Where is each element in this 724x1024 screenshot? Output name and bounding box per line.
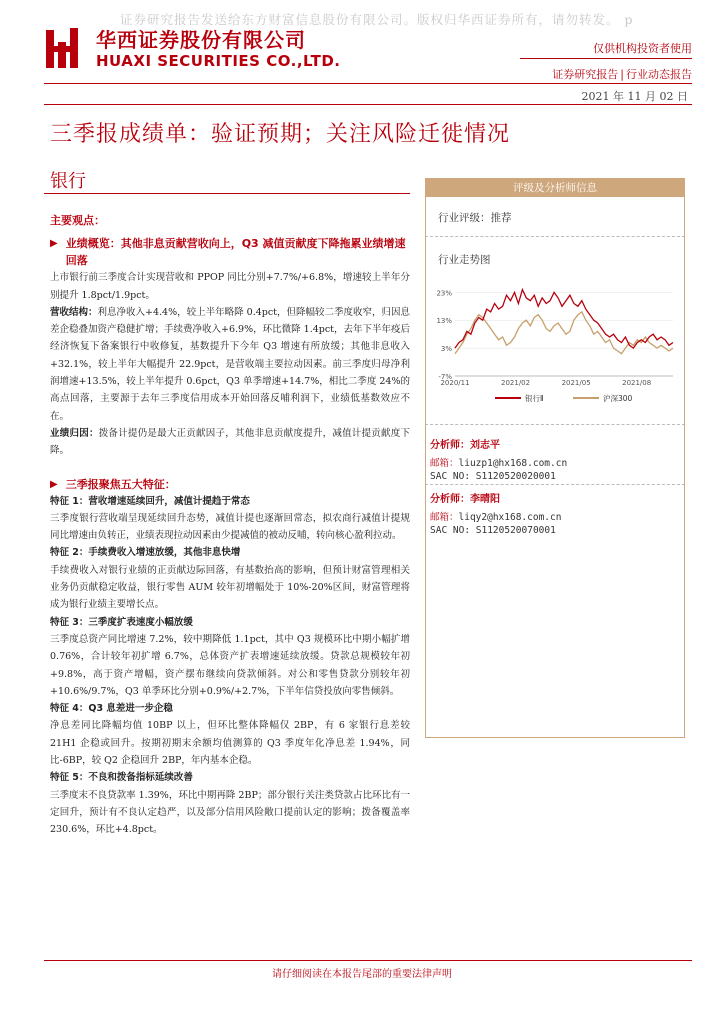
- analyst-name-line: [430, 490, 561, 505]
- watermark-text: 证券研究报告发送给东方财富信息股份有限公司。版权归华西证券所有，请勿转发。 p: [120, 12, 634, 27]
- x-tick-label: 2021/08: [622, 379, 652, 387]
- series-line-bank: [455, 290, 673, 349]
- lead-label: 业绩归因：: [50, 427, 99, 439]
- email-label: 邮箱：: [430, 458, 459, 469]
- feature-1-text: 三季度银行营收端呈现延续回升态势，减值计提也逐渐回常态，拟农商行减值计提规同比增速由负转正，业绩表现拉动因素由少提减值的被动反哺，转向核心盈利拉动。: [50, 512, 410, 542]
- feature-5-heading: 特征 5：不良和拨备指标延续改善: [50, 772, 193, 784]
- feature-4-text: 净息差同比降幅均值 10BP 以上，但环比整体降幅仅 2BP，有 6 家银行息差较 21H1 企稳或回升。按期初期末余额均值测算的 Q3 季度年化净息差 1.94%，同比-6BP，较 Q2 企稳回升 2BP，年内基本企稳。: [50, 720, 410, 767]
- feature-2-text: 手续费收入对银行业绩的正贡献边际回落，有基数抬高的影响，但预计财富管理相关业务仍贡献稳定收益，银行零售 AUM 较年初增幅处于 10%-20%区间，财富管理将成为银行业绩主要增长点。: [50, 564, 410, 611]
- y-tick-label: 13%: [436, 317, 452, 326]
- analyst-name-line: [430, 436, 567, 451]
- feature-3-text: 三季度总资产同比增速 7.2%，较中期降低 1.1pct，其中 Q3 规模环比中期小幅扩增 0.76%，合计较年初扩增 6.7%，总体资产扩表增速延续放缓。贷款总规模较年初+9.8%，高于资产增幅，资产摆布继续向贷款倾斜。对公和零售贷款分别较年初+10.6%/9.7%，Q3 单季环比分别+0.9%/+2.7%，下半年信贷投放向零售倾斜。: [50, 633, 410, 697]
- analyst-email-line: [430, 509, 561, 523]
- analyst-sac: SAC NO: S1120520020001: [430, 471, 556, 482]
- sidebar-rule: [425, 236, 685, 237]
- analyst-name: 李晴阳: [470, 494, 500, 505]
- spacer: [50, 460, 410, 476]
- sidebar-heading: 评级及分析师信息: [425, 179, 685, 197]
- analyst-block-1: [430, 436, 567, 482]
- analyst-role: 分析师：: [430, 494, 470, 505]
- main-content: [50, 212, 410, 839]
- industry-rating: [438, 210, 512, 225]
- analyst-email[interactable]: liuzp1@hx168.com.cn: [458, 458, 568, 469]
- feature-2-heading: 特征 2：手续费收入增速放缓，其他非息快增: [50, 547, 241, 559]
- analyst-role: 分析师：: [430, 440, 470, 451]
- footer-rule: [44, 960, 692, 961]
- header-rule: [44, 83, 692, 84]
- legal-notice: 请仔细阅读在本报告尾部的重要法律声明: [272, 969, 452, 980]
- company-name-en: HUAXI SECURITIES CO.,LTD.: [96, 52, 341, 70]
- paragraph-attribution: [50, 425, 410, 460]
- feature-1-heading: 特征 1：营收增速延续回升，减值计提趋于常态: [50, 495, 250, 507]
- series-line-csi300: [455, 312, 673, 354]
- analyst-email[interactable]: liqy2@hx168.com.cn: [458, 512, 562, 523]
- bullet-text: 三季报聚焦五大特征：: [65, 477, 176, 491]
- analyst-sac: SAC NO: S1120520070001: [430, 525, 556, 536]
- bullet-text: 业绩概览：其他非息贡献营收向上，Q3 减值贡献度下降拖累业绩增速回落: [65, 237, 406, 268]
- y-tick-label: 23%: [436, 289, 452, 298]
- main-points-heading: 主要观点：: [50, 214, 105, 227]
- audience-label: 仅供机构投资者使用: [593, 42, 692, 55]
- date-rule: [44, 104, 692, 105]
- huaxi-logo-icon: [44, 26, 84, 70]
- industry-rule: [44, 193, 410, 194]
- legend-label: 银行Ⅱ: [525, 394, 544, 403]
- x-tick-label: 2021/05: [561, 379, 591, 387]
- analyst-email-line: [430, 455, 567, 469]
- rating-value: 推荐: [490, 212, 512, 224]
- lead-label: 营收结构：: [50, 306, 98, 318]
- feature-5-text: 三季度末不良贷款率 1.39%，环比中期再降 2BP；部分银行关注类贷款占比环比有一定回升，预计有不良认定趋严，以及部分信用风险敞口提前认定的影响；拨备覆盖率 230.6%，环比+4.8pct。: [50, 789, 410, 836]
- report-title: 三季报成绩单：验证预期；关注风险迁徙情况: [50, 122, 511, 147]
- report-type-primary: 证券研究报告: [552, 68, 619, 81]
- trend-chart-label: 行业走势图: [438, 254, 491, 266]
- email-label: 邮箱：: [430, 512, 459, 523]
- analyst-block-2: [430, 490, 561, 536]
- paragraph-revenue-structure: [50, 304, 410, 425]
- y-tick-label: 3%: [440, 345, 452, 354]
- y-tick-label: -7%: [438, 373, 452, 381]
- legend-label: 沪深300: [603, 394, 633, 403]
- feature-4-heading: 特征 4：Q3 息差进一步企稳: [50, 703, 173, 715]
- industry-trend-chart: [425, 276, 685, 416]
- industry-name: 银行: [50, 171, 86, 192]
- sidebar-rule: [425, 484, 685, 485]
- triangle-bullet-icon: ▶: [50, 238, 58, 250]
- rating-label: 行业评级：: [438, 212, 491, 224]
- bullet-performance-overview: [50, 235, 410, 269]
- report-date: 2021 年 11 月 02 日: [581, 90, 688, 103]
- triangle-bullet-icon: ▶: [50, 478, 58, 490]
- report-type-secondary: 行业动态报告: [626, 68, 692, 81]
- company-name-cn: 华西证券股份有限公司: [96, 28, 306, 52]
- analyst-name: 刘志平: [470, 440, 500, 451]
- x-tick-label: 2020/11: [440, 379, 470, 387]
- bullet-five-features: [50, 476, 410, 493]
- paragraph-revenue: 上市银行前三季度合计实现营收和 PPOP 同比分别+7.7%/+6.8%，增速较上半年分别提升 1.8pct/1.9pct。: [50, 272, 410, 301]
- feature-3-heading: 特征 3：三季度扩表速度小幅放缓: [50, 616, 193, 628]
- x-tick-label: 2021/02: [501, 379, 531, 387]
- header-divider: [520, 58, 692, 59]
- paragraph-text: 拨备计提仍是最大正贡献因子，其他非息贡献度提升，减值计提贡献度下降。: [50, 427, 410, 457]
- sidebar-rule: [425, 424, 685, 425]
- report-type: [552, 66, 692, 82]
- report-type-separator: |: [620, 68, 624, 81]
- paragraph-text: 利息净收入+4.4%，较上半年略降 0.4pct，但降幅较二季度收窄，归因息差企稳叠加资产稳健扩增；手续费净收入+6.9%，环比微降 1.4pct，去年下半年疫后经济恢复下备案银行中收修复，基数提升下今年 Q3 增速有所放缓；其他非息收入+32.1%，较上半年大幅提升 22.9pct，是营收端主要拉动因素。前三季度归母净利润增速+13.5%，较上半年提升 0.6pct，Q3 单季增速+14.7%，相比二季度 24%的高点回落，主要源于去年三季度信用成本开始回落反哺利润下，业绩低基数效应不在。: [50, 306, 410, 422]
